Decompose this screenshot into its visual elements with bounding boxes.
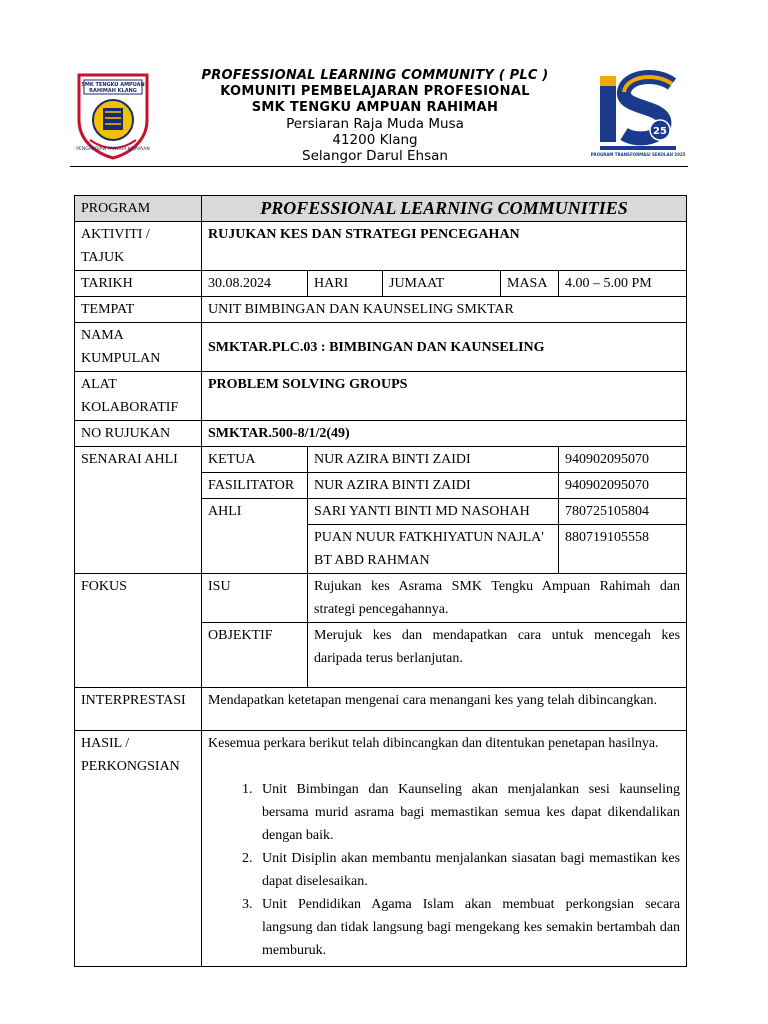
member-ic: 880719105558 [559, 525, 687, 574]
row-alat [75, 372, 687, 421]
row-rujukan [75, 421, 687, 447]
hasil-list-item: 2. Unit Disiplin akan membantu menjalankan siasatan bagi memastikan kes dapat diselesaikan. [256, 847, 680, 893]
alat-value: PROBLEM SOLVING GROUPS [202, 372, 687, 421]
member-row [75, 447, 687, 473]
aktiviti-label-line1: AKTIVITI / [81, 227, 150, 242]
alat-label-line2: KOLABORATIF [81, 400, 179, 415]
row-tempat [75, 297, 687, 323]
hasil-label [75, 731, 202, 967]
aktiviti-label-line2: TAJUK [81, 250, 125, 265]
member-ic: 940902095070 [559, 473, 687, 499]
member-role: KETUA [202, 447, 308, 473]
hasil-list-item: 1. Unit Bimbingan dan Kaunseling akan menjalankan sesi kaunseling bersama murid asrama bagi memastikan semua kes dapat dikendalikan dengan baik. [256, 778, 680, 847]
member-ic: 940902095070 [559, 447, 687, 473]
letterhead-line-plc: PROFESSIONAL LEARNING COMMUNITY ( PLC ) [201, 68, 549, 83]
member-ic: 780725105804 [559, 499, 687, 525]
letterhead-address-state: Selangor Darul Ehsan [302, 148, 448, 164]
hasil-intro: Kesemua perkara berikut telah dibincangkan dan ditentukan penetapan hasilnya. [208, 736, 659, 751]
nama-label-line2: KUMPULAN [81, 351, 161, 366]
hari-label: HARI [308, 271, 383, 297]
member-role: AHLI [202, 499, 308, 574]
svg-text:RAHIMAH KLANG: RAHIMAH KLANG [89, 88, 137, 94]
letterhead-text [150, 68, 600, 164]
member-role: FASILITATOR [202, 473, 308, 499]
school-crest-logo [76, 72, 150, 160]
aktiviti-value: RUJUKAN KES DAN STRATEGI PENCEGAHAN [202, 222, 687, 271]
letterhead-address-postcode: 41200 Klang [332, 132, 418, 148]
row-hasil [75, 731, 687, 967]
row-interprestasi [75, 688, 687, 731]
isu-value: Rujukan kes Asrama SMK Tengku Ampuan Rahimah dan strategi pencegahannya. [308, 574, 687, 623]
tarikh-label: TARIKH [75, 271, 202, 297]
letterhead-line-komuniti: KOMUNITI PEMBELAJARAN PROFESIONAL [220, 84, 530, 99]
svg-text:PENGABDIAN TANGGA KEJAYAAN: PENGABDIAN TANGGA KEJAYAAN [76, 147, 150, 152]
letterhead [0, 0, 768, 170]
row-nama-kumpulan [75, 323, 687, 372]
interprestasi-label: INTERPRESTASI [75, 688, 202, 731]
alat-label-line1: ALAT [81, 377, 117, 392]
interprestasi-value: Mendapatkan ketetapan mengenai cara menangani kes yang telah dibincangkan. [202, 688, 687, 731]
ts25-logo [590, 70, 686, 160]
row-program [75, 196, 687, 222]
letterhead-school-name: SMK TENGKU AMPUAN RAHIMAH [251, 100, 499, 115]
nama-kumpulan-value: SMKTAR.PLC.03 : BIMBINGAN DAN KAUNSELING [202, 323, 687, 372]
row-fokus-isu [75, 574, 687, 623]
fokus-label: FOKUS [75, 574, 202, 688]
nama-kumpulan-label [75, 323, 202, 372]
alat-label [75, 372, 202, 421]
hasil-label-line2: PERKONGSIAN [81, 759, 180, 774]
isu-label: ISU [202, 574, 308, 623]
rujukan-label: NO RUJUKAN [75, 421, 202, 447]
member-name: NUR AZIRA BINTI ZAIDI [308, 473, 559, 499]
objektif-label: OBJEKTIF [202, 623, 308, 688]
tempat-value: UNIT BIMBINGAN DAN KAUNSELING SMKTAR [202, 297, 687, 323]
nama-label-line1: NAMA [81, 328, 124, 343]
masa-value: 4.00 – 5.00 PM [559, 271, 687, 297]
row-tarikh [75, 271, 687, 297]
program-label: PROGRAM [75, 196, 202, 222]
hasil-label-line1: HASIL / [81, 736, 130, 751]
senarai-ahli-label: SENARAI AHLI [75, 447, 202, 574]
svg-text:SMK TENGKU AMPUAN: SMK TENGKU AMPUAN [81, 82, 145, 88]
hasil-list-item: 3. Unit Pendidikan Agama Islam akan membuat perkongsian secara langsung dan tidak langsung bagi mengekang kes semakin bertambah dan memburuk. [256, 893, 680, 962]
svg-text:25: 25 [653, 126, 667, 137]
aktiviti-label [75, 222, 202, 271]
member-name: SARI YANTI BINTI MD NASOHAH [308, 499, 559, 525]
plc-report-table [74, 195, 687, 967]
hari-value: JUMAAT [383, 271, 501, 297]
letterhead-divider [70, 166, 688, 167]
row-aktiviti [75, 222, 687, 271]
rujukan-value: SMKTAR.500-8/1/2(49) [202, 421, 687, 447]
objektif-value: Merujuk kes dan mendapatkan cara untuk mencegah kes daripada terus berlanjutan. [308, 623, 687, 688]
masa-label: MASA [501, 271, 559, 297]
tarikh-value: 30.08.2024 [202, 271, 308, 297]
svg-text:PROGRAM TRANSFORMASI SEKOLAH 2: PROGRAM TRANSFORMASI SEKOLAH 2025 [590, 152, 686, 157]
member-name: PUAN NUUR FATKHIYATUN NAJLA' BT ABD RAHMAN [308, 525, 559, 574]
letterhead-address-street: Persiaran Raja Muda Musa [286, 116, 464, 132]
hasil-list [208, 778, 680, 962]
tempat-label: TEMPAT [75, 297, 202, 323]
member-name: NUR AZIRA BINTI ZAIDI [308, 447, 559, 473]
hasil-value [202, 731, 687, 967]
program-value: PROFESSIONAL LEARNING COMMUNITIES [202, 196, 687, 222]
